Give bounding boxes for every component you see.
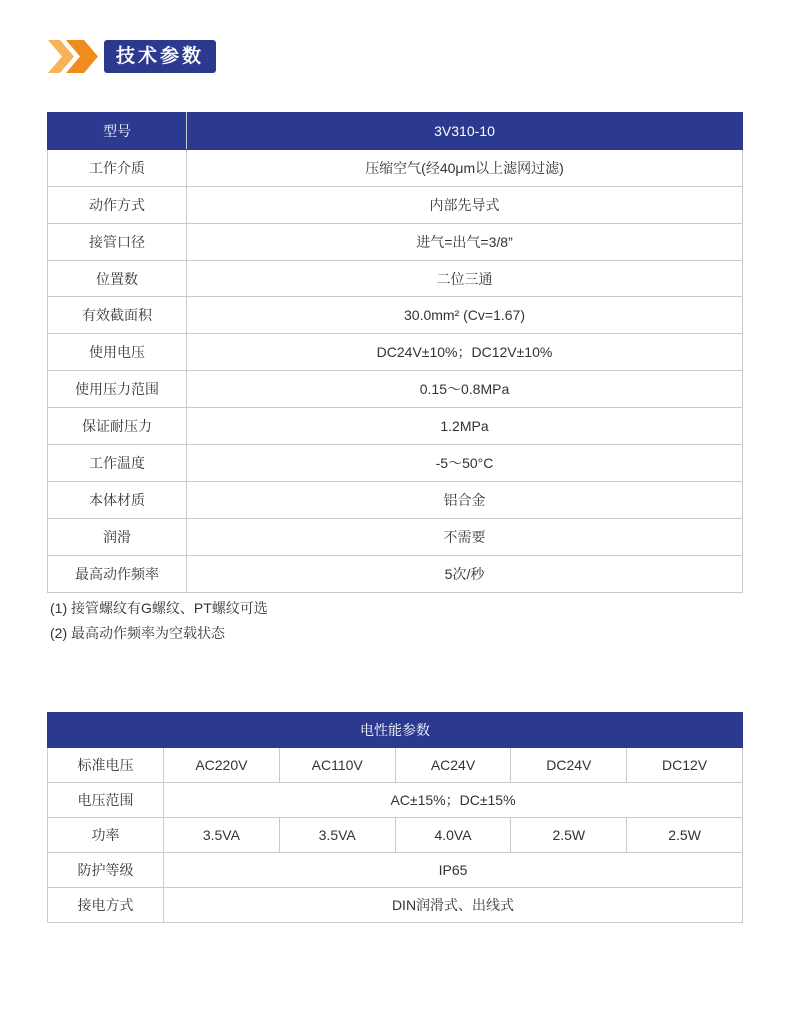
protection-value: IP65	[164, 853, 743, 888]
voltage-label: 标准电压	[48, 748, 164, 783]
spec-row	[48, 518, 743, 555]
range-value: AC±15%；DC±15%	[164, 783, 743, 818]
power-cell: 3.5VA	[279, 818, 395, 853]
spec-value: DC24V±10%；DC12V±10%	[187, 334, 743, 371]
chevron-arrows-icon	[48, 40, 104, 73]
connection-label: 接电方式	[48, 888, 164, 923]
spec-label: 型号	[48, 113, 187, 150]
spec-row	[48, 334, 743, 371]
power-label: 功率	[48, 818, 164, 853]
spec-label: 工作介质	[48, 149, 187, 186]
connection-row	[48, 888, 743, 923]
spec-value: 铝合金	[187, 481, 743, 518]
spec-row	[48, 445, 743, 482]
spec-label: 保证耐压力	[48, 408, 187, 445]
spec-value: 30.0mm² (Cv=1.67)	[187, 297, 743, 334]
spec-row	[48, 260, 743, 297]
spec-value: -5～50°C	[187, 445, 743, 482]
note-2: (2) 最高动作频率为空载状态	[50, 625, 225, 641]
spec-row	[48, 408, 743, 445]
electrical-header-row	[48, 713, 743, 748]
voltage-cell: DC24V	[511, 748, 627, 783]
voltage-cell: AC110V	[279, 748, 395, 783]
spec-label: 润滑	[48, 518, 187, 555]
spec-value: 压缩空气(经40μm以上滤网过滤)	[187, 149, 743, 186]
voltage-cell: AC24V	[395, 748, 511, 783]
spec-row	[48, 186, 743, 223]
spec-label: 使用压力范围	[48, 371, 187, 408]
section-header	[48, 40, 216, 73]
spec-table	[47, 112, 743, 593]
spec-label: 接管口径	[48, 223, 187, 260]
range-label: 电压范围	[48, 783, 164, 818]
spec-header-row	[48, 113, 743, 150]
spec-value: 3V310-10	[187, 113, 743, 150]
spec-row	[48, 223, 743, 260]
spec-label: 位置数	[48, 260, 187, 297]
spec-row	[48, 481, 743, 518]
power-cell: 4.0VA	[395, 818, 511, 853]
protection-label: 防护等级	[48, 853, 164, 888]
spec-value: 不需要	[187, 518, 743, 555]
spec-row	[48, 297, 743, 334]
spec-value: 0.15～0.8MPa	[187, 371, 743, 408]
note-1: (1) 接管螺纹有G螺纹、PT螺纹可选	[50, 600, 268, 616]
range-row	[48, 783, 743, 818]
spec-label: 有效截面积	[48, 297, 187, 334]
spec-label: 本体材质	[48, 481, 187, 518]
spec-label: 动作方式	[48, 186, 187, 223]
power-cell: 3.5VA	[164, 818, 280, 853]
spec-label: 工作温度	[48, 445, 187, 482]
protection-row	[48, 853, 743, 888]
power-cell: 2.5W	[627, 818, 743, 853]
spec-label: 最高动作频率	[48, 555, 187, 592]
voltage-row	[48, 748, 743, 783]
power-row	[48, 818, 743, 853]
spec-value: 1.2MPa	[187, 408, 743, 445]
voltage-cell: DC12V	[627, 748, 743, 783]
electrical-table	[47, 712, 743, 923]
voltage-cell: AC220V	[164, 748, 280, 783]
spec-row	[48, 555, 743, 592]
electrical-title: 电性能参数	[48, 713, 743, 748]
power-cell: 2.5W	[511, 818, 627, 853]
spec-value: 进气=出气=3/8”	[187, 223, 743, 260]
spec-value: 内部先导式	[187, 186, 743, 223]
spec-value: 5次/秒	[187, 555, 743, 592]
spec-label: 使用电压	[48, 334, 187, 371]
spec-row	[48, 149, 743, 186]
spec-value: 二位三通	[187, 260, 743, 297]
spec-row	[48, 371, 743, 408]
section-title: 技术参数	[104, 40, 216, 73]
notes	[50, 596, 268, 646]
connection-value: DIN润滑式、出线式	[164, 888, 743, 923]
